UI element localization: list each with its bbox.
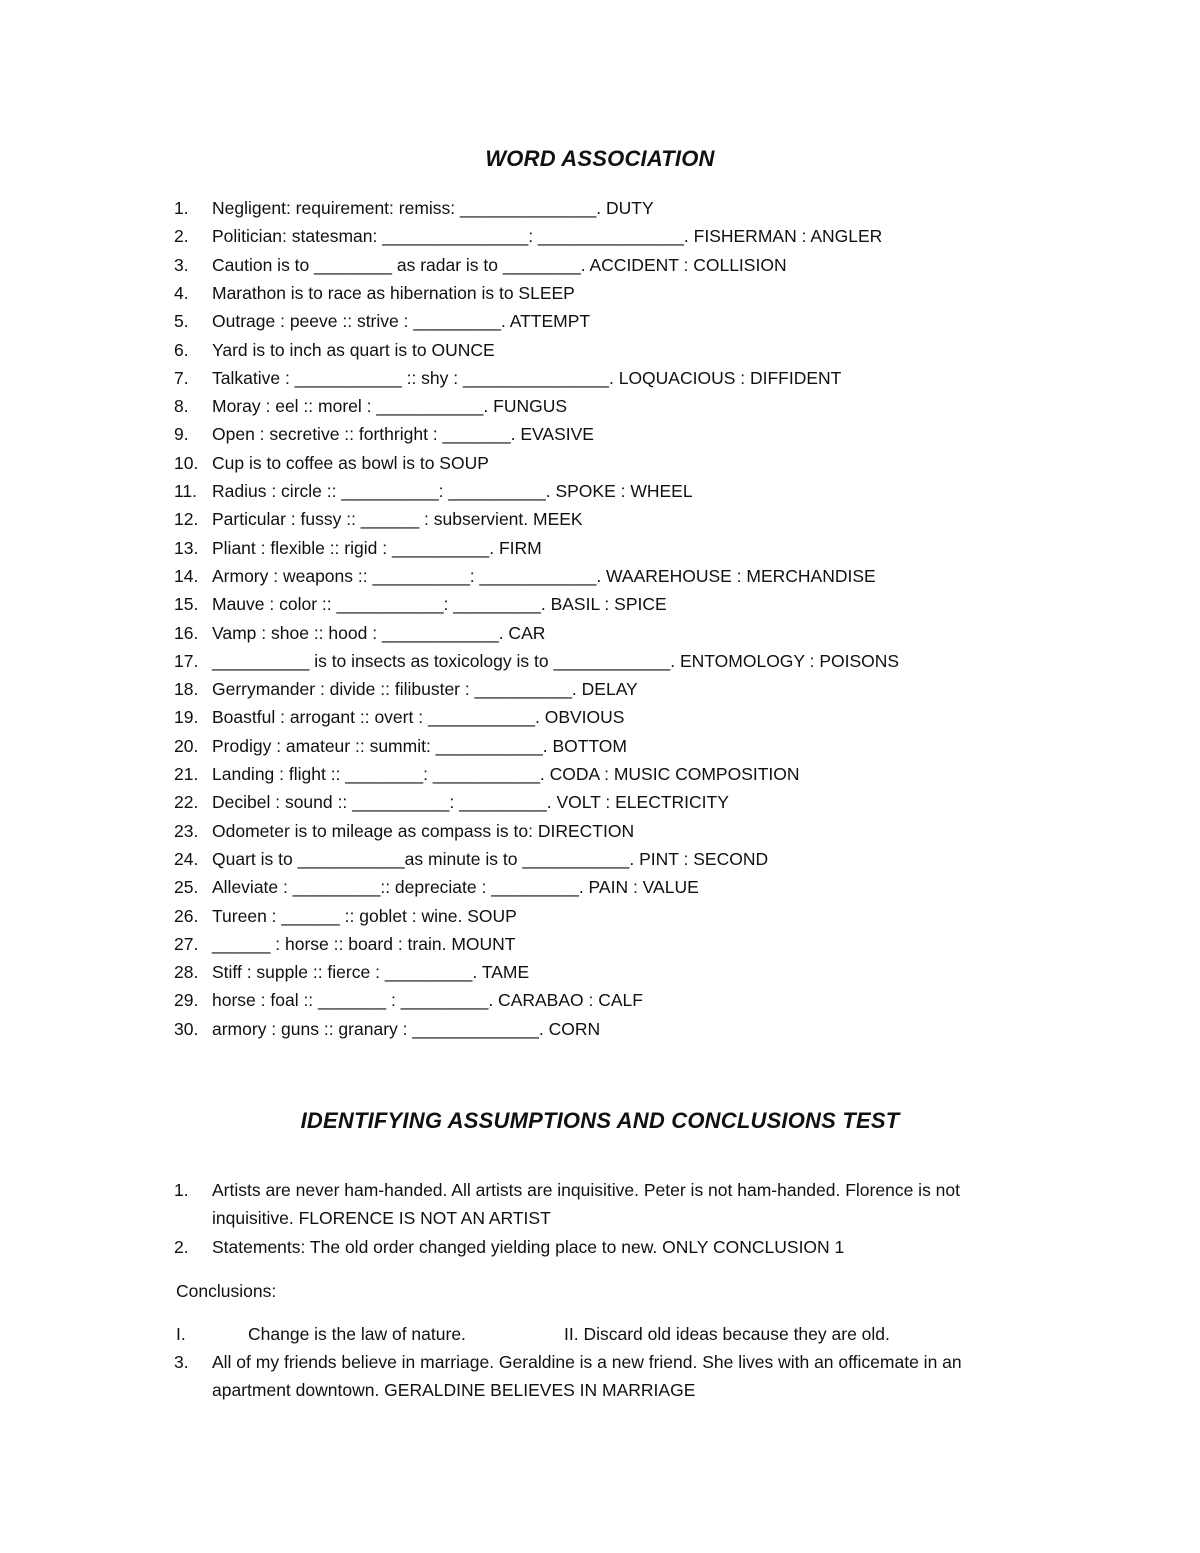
list-item [0, 338, 1200, 366]
conclusion-two: II. Discard old ideas because they are old. [564, 1324, 890, 1344]
list-item-text: Decibel : sound :: __________: _________. VOLT : ELECTRICITY [212, 792, 729, 813]
list-item-text: Odometer is to mileage as compass is to: DIRECTION [212, 820, 635, 841]
list-item-number: 10. [174, 452, 199, 473]
question-text-continued: apartment downtown. GERALDINE BELIEVES IN MARRIAGE [212, 1380, 696, 1400]
list-item-number: 3. [174, 254, 189, 275]
list-item-number: 1. [174, 198, 189, 218]
list-item-number: 18. [174, 679, 199, 700]
list-item [0, 762, 1200, 790]
list-item [0, 281, 1200, 309]
list-item-text: __________ is to insects as toxicology is to ____________. ENTOMOLOGY : POISONS [212, 650, 900, 671]
question-text: Statements: The old order changed yielding place to new. ONLY CONCLUSION 1 [212, 1237, 845, 1257]
list-item-number: 9. [174, 424, 189, 445]
list-item-text: Armory : weapons :: __________: ____________. WAAREHOUSE : MERCHANDISE [212, 565, 876, 586]
question-text: All of my friends believe in marriage. Geraldine is a new friend. She lives with an officemate in an [212, 1352, 962, 1372]
list-item-text: Vamp : shoe :: hood : ____________. CAR [212, 622, 546, 643]
list-item-number: 7. [174, 367, 189, 388]
question-text-continued: inquisitive. FLORENCE IS NOT AN ARTIST [212, 1208, 551, 1228]
list-item-number: 29. [174, 990, 199, 1011]
list-item [0, 875, 1200, 903]
list-item [0, 196, 1200, 224]
list-item-text: Tureen : ______ :: goblet : wine. SOUP [212, 905, 517, 926]
list-item-text: Stiff : supple :: fierce : _________. TAME [212, 962, 530, 983]
list-item-text: Cup is to coffee as bowl is to SOUP [212, 452, 489, 473]
list-item-number: 14. [174, 565, 199, 586]
conclusion-one: Change is the law of nature. [248, 1324, 466, 1344]
list-item [0, 422, 1200, 450]
list-item [0, 819, 1200, 847]
list-item [0, 677, 1200, 705]
list-item-text: Caution is to ________ as radar is to ________. ACCIDENT : COLLISION [212, 254, 787, 275]
list-item-number: 17. [174, 650, 199, 671]
list-item [0, 649, 1200, 677]
list-item-text: Moray : eel :: morel : ___________. FUNGUS [212, 396, 568, 417]
question-number: 3. [174, 1352, 189, 1372]
question-text: Artists are never ham-handed. All artists are inquisitive. Peter is not ham-handed. Florence is not [212, 1180, 961, 1200]
list-item-number: 13. [174, 537, 199, 558]
list-item-text: Marathon is to race as hibernation is to SLEEP [212, 282, 575, 303]
list-item-number: 20. [174, 735, 199, 756]
list-item [0, 564, 1200, 592]
list-item-text: Landing : flight :: ________: ___________. CODA : MUSIC COMPOSITION [212, 764, 800, 784]
list-item [0, 536, 1200, 564]
list-item [0, 451, 1200, 479]
list-item-text: Quart is to ___________as minute is to ___________. PINT : SECOND [212, 848, 769, 869]
list-item-text: ______ : horse :: board : train. MOUNT [212, 933, 516, 954]
section-title-assumptions-conclusions: IDENTIFYING ASSUMPTIONS AND CONCLUSIONS TEST [300, 1108, 900, 1133]
list-item [0, 847, 1200, 875]
list-item-number: 16. [174, 622, 199, 643]
list-item [0, 592, 1200, 620]
list-item-number: 21. [174, 764, 199, 784]
list-item-text: Radius : circle :: __________: __________. SPOKE : WHEEL [212, 481, 693, 501]
list-item-text: armory : guns :: granary : _____________. CORN [212, 1018, 601, 1039]
list-item-text: Politician: statesman: _______________: _______________. FISHERMAN : ANGLER [212, 226, 883, 247]
list-item [0, 960, 1200, 988]
list-item [0, 904, 1200, 932]
list-item-number: 28. [174, 962, 199, 983]
conclusion-roman-numeral: I. [176, 1324, 186, 1344]
list-item [0, 790, 1200, 818]
question-number: 1. [174, 1180, 189, 1200]
list-item-text: Negligent: requirement: remiss: ______________. DUTY [212, 198, 654, 218]
list-item [0, 621, 1200, 649]
list-item-number: 4. [174, 282, 189, 303]
list-item [0, 224, 1200, 252]
list-item [0, 1017, 1200, 1045]
list-item [0, 253, 1200, 281]
list-item-text: Yard is to inch as quart is to OUNCE [212, 339, 495, 360]
conclusions-label: Conclusions: [176, 1281, 277, 1301]
list-item-number: 19. [174, 707, 199, 728]
list-item-number: 23. [174, 820, 199, 841]
list-item-number: 30. [174, 1018, 199, 1039]
list-item-number: 8. [174, 396, 189, 417]
list-item [0, 507, 1200, 535]
list-item-number: 25. [174, 877, 199, 898]
list-item-text: Pliant : flexible :: rigid : __________. FIRM [212, 537, 542, 558]
list-item-number: 24. [174, 848, 199, 869]
list-item-number: 22. [174, 792, 199, 813]
list-item-text: Boastful : arrogant :: overt : ___________. OBVIOUS [212, 707, 625, 728]
list-item-text: Prodigy : amateur :: summit: ___________. BOTTOM [212, 735, 628, 756]
list-item-number: 27. [174, 933, 199, 954]
section-title-word-association: WORD ASSOCIATION [485, 146, 715, 171]
list-item [0, 734, 1200, 762]
list-item-number: 2. [174, 226, 189, 247]
list-item-text: Talkative : ___________ :: shy : _______________. LOQUACIOUS : DIFFIDENT [212, 367, 842, 388]
list-item-text: Open : secretive :: forthright : _______. EVASIVE [212, 424, 594, 445]
list-item [0, 309, 1200, 337]
list-item-number: 5. [174, 311, 189, 332]
list-item-number: 6. [174, 339, 189, 360]
list-item [0, 988, 1200, 1016]
question-number: 2. [174, 1237, 189, 1257]
list-item-text: Outrage : peeve :: strive : _________. ATTEMPT [212, 311, 591, 332]
list-item [0, 932, 1200, 960]
list-item-number: 11. [174, 481, 198, 501]
list-item-text: Mauve : color :: ___________: _________. BASIL : SPICE [212, 594, 667, 615]
list-item-text: Alleviate : _________:: depreciate : _________. PAIN : VALUE [212, 877, 699, 898]
list-item-number: 12. [174, 509, 199, 530]
list-item-text: horse : foal :: _______ : _________. CARABAO : CALF [212, 990, 643, 1011]
list-item [0, 366, 1200, 394]
list-item-number: 26. [174, 905, 199, 926]
list-item [0, 705, 1200, 733]
list-item-text: Gerrymander : divide :: filibuster : __________. DELAY [212, 679, 638, 700]
list-item-text: Particular : fussy :: ______ : subservient. MEEK [212, 509, 583, 530]
list-item-number: 15. [174, 594, 199, 615]
list-item [0, 479, 1200, 507]
list-item [0, 394, 1200, 422]
